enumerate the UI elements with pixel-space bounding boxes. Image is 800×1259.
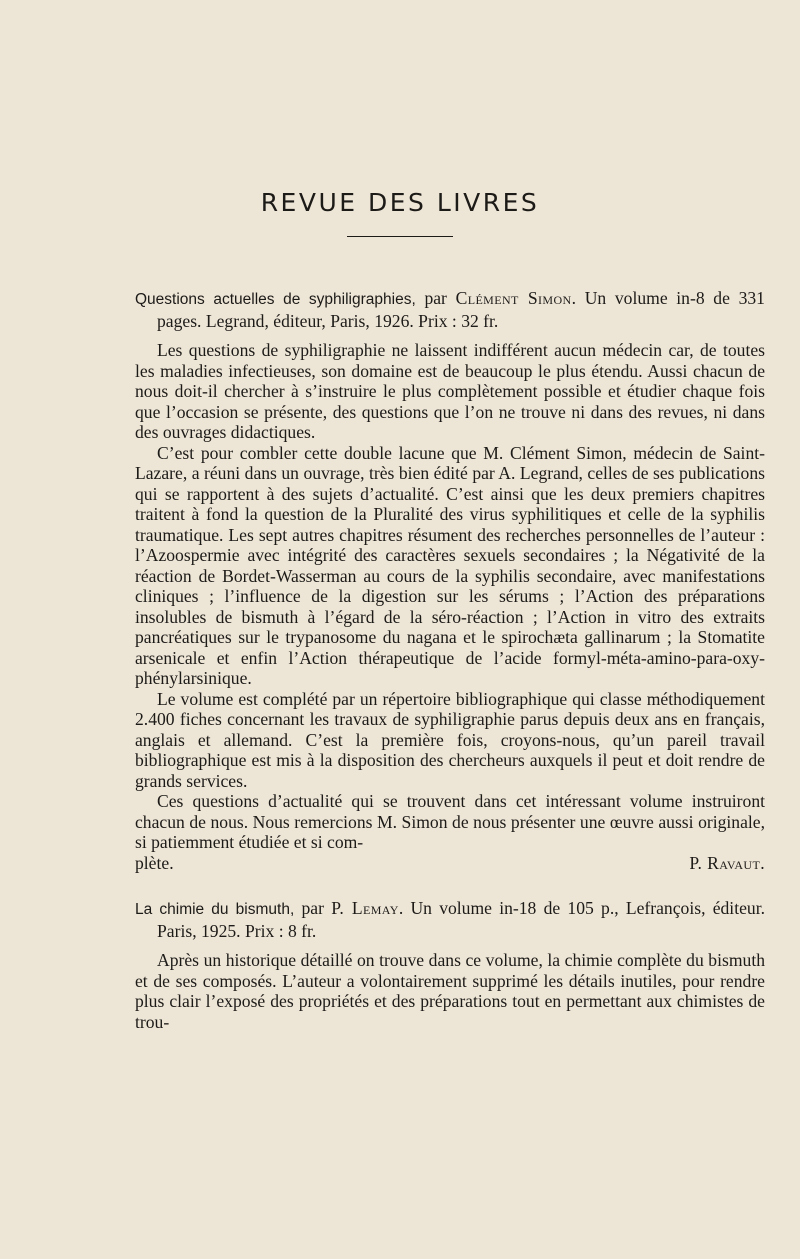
review-1-by: par xyxy=(424,288,447,308)
review-2-heading xyxy=(135,898,765,941)
review-2-by: par xyxy=(301,898,324,918)
review-2-author: P. Lemay xyxy=(331,898,399,918)
review-1-last-word: plète. xyxy=(135,852,174,873)
review-2 xyxy=(135,898,765,1032)
reviews-body xyxy=(135,288,765,1032)
page-title: REVUE DES LIVRES xyxy=(260,188,540,217)
review-2-paragraph-1: Après un historique détaillé on trouve dans ce volume, la chimie complète du bismuth et de ses composés. L’auteur a volontairement supprimé les détails inutiles, pour rendre plus clair l’exposé des propriétés et des préparations tout en permettant aux chimistes de trou- xyxy=(135,950,765,1032)
review-1-paragraph-3: Le volume est complété par un répertoire bibliographique qui classe méthodiquement 2.400 fiches concernant les travaux de syphiligraphie parus depuis deux ans en français, anglais et allemand. C’est la première fois, croyons-nous, qu’un pareil travail bibliographique est mis à la disposition des chercheurs auxquels il peut et doit rendre de grands services. xyxy=(135,688,765,791)
review-1-paragraph-1: Les questions de syphiligraphie ne laissent indifférent aucun médecin car, de toutes les maladies infectieuses, son domaine est de beaucoup le plus étendu. Aussi chacun de nous doit-il chercher à s’instruire le plus complètement possible et étudier chaque fois que l’occasion se présente, des questions que l’on ne trouve ni dans des revues, ni dans des ouvrages didactiques. xyxy=(135,340,765,442)
review-2-book-title: La chimie du bismuth, xyxy=(135,901,295,918)
review-1-author: Clément Simon xyxy=(455,288,572,308)
review-1-book-title: Questions actuelles de syphiligraphies, xyxy=(135,291,416,308)
review-1-paragraph-2: C’est pour combler cette double lacune que M. Clément Simon, médecin de Saint-Lazare, a réuni dans un ouvrage, très bien édité par A. Legrand, celles de ses publications qui se rapportent à des sujets d’actualité. C’est ainsi que les deux premiers chapitres traitent à fond la question de la Pluralité des virus syphilitiques et celle de la syphilis traumatique. Les sept autres chapitres résument des recherches personnelles de l’auteur : l’Azoospermie avec intégrité des caractères sexuels secondaires ; la Négativité de la réaction de Bordet-Wasserman au cours de la syphilis secondaire, avec manifestations cliniques ; l’influence de la digestion sur les sérums ; l’Action des préparations insolubles de bismuth à l’égard de la séro-réaction ; l’Action in vitro des extraits pancréatiques sur le trypanosome du nagana et le spirochæta gallinarum ; la Stomatite arsenicale et enfin l’Action thérapeutique de l’acide formyl-méta-amino-para-oxy-phénylarsinique. xyxy=(135,442,765,688)
review-1-details: . Un volume in-8 de 331 pages. Legrand, éditeur, Paris, 1926. Prix : 32 fr. xyxy=(157,288,765,331)
review-1-heading xyxy=(135,288,765,331)
review-1 xyxy=(135,288,765,873)
review-2-details: . Un volume in-18 de 105 p., Lefrançois, éditeur. Paris, 1925. Prix : 8 fr. xyxy=(157,898,765,941)
review-1-closing xyxy=(135,853,765,874)
review-1-paragraph-4: Ces questions d’actualité qui se trouvent dans cet intéressant volume instruiront chacun de nous. Nous remercions M. Simon de nous présenter une œuvre aussi originale, si patiemment étudiée et si com- xyxy=(135,791,765,852)
title-rule xyxy=(347,236,453,237)
review-1-signature: P. Ravaut. xyxy=(689,852,765,873)
